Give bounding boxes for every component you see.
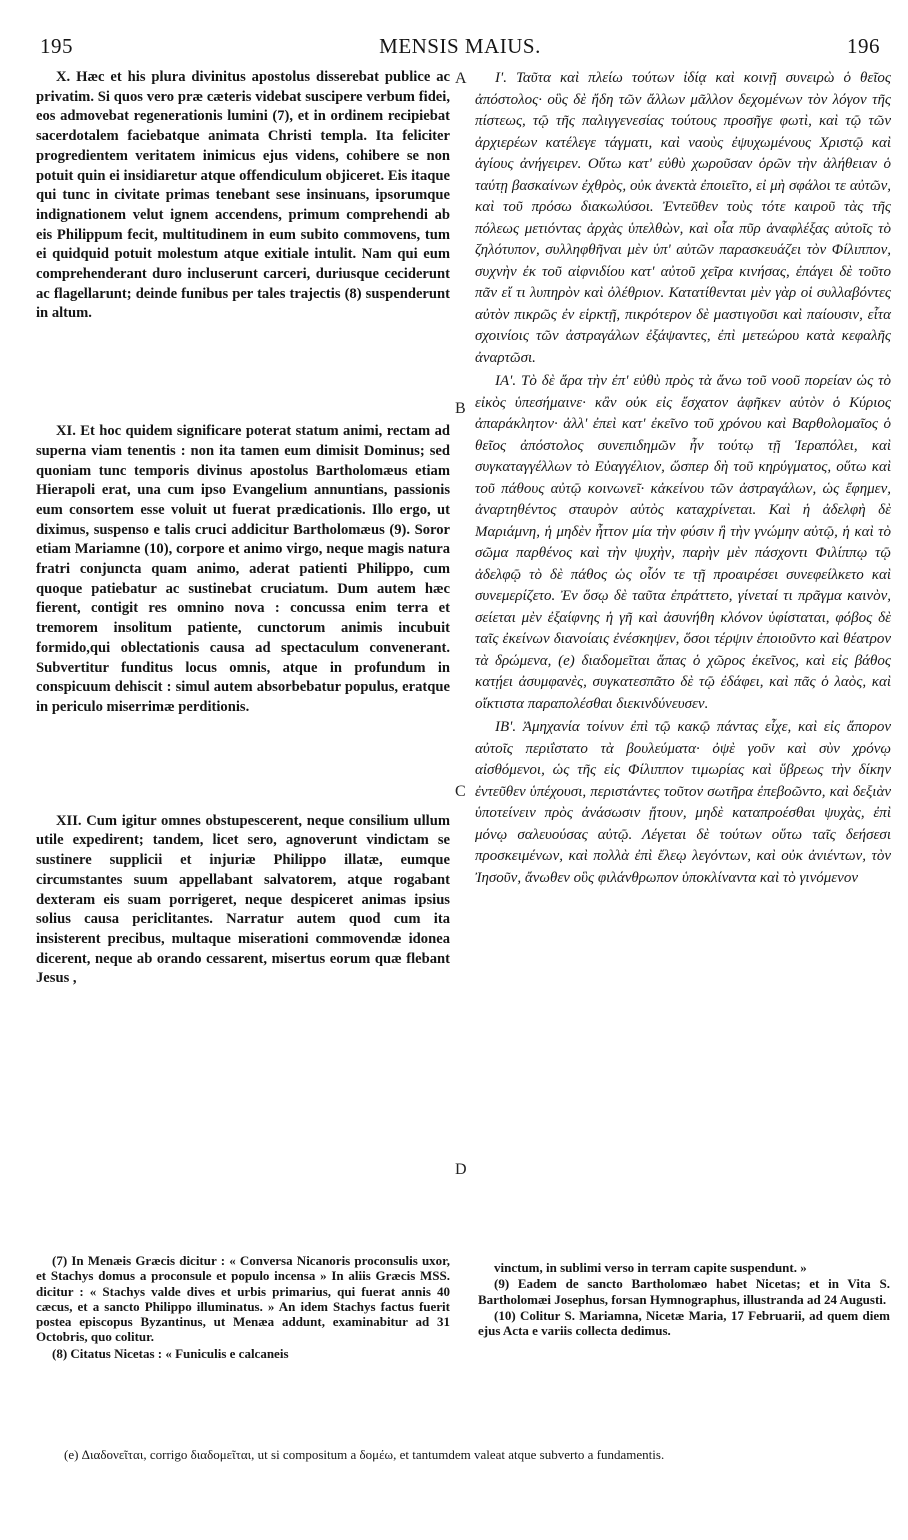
footnotes-left	[36, 1253, 450, 1362]
latin-paragraph-xii: XII. Cum igitur omnes obstupescerent, neque consilium ullum utile expedirent; tandem, licet sero, agnoverunt vindictam se sustinere supplicii et injuriæ Philippo illatæ, eumque circumstantes suum appellabant salvatorem, atque rogabant dexteram eis suam porrigeret, neque despiceret animas ipsius solius causa periclitantes. Narratur autem quod cum ita insisterent precibus, multaque miserationi commovendæ idonea dicerent, neque ab orando cessarent, misertus eorum quæ flebant Jesus ,	[36, 812, 450, 987]
margin-letter-b: B	[455, 400, 466, 417]
latin-column	[36, 68, 450, 989]
footnote-7: (7) In Menæis Græcis dicitur : « Conversa Nicanoris proconsulis uxor, et Stachys domus a proconsule et populo incensa » In aliis Græcis MSS. dicitur : « Stachys valde dives et urbis primarius, qui fuerat annis 40 cæcus, et a sancto Philippo illuminatus. » An idem Stachys factus fuerit postea episcopus Byzantinus, ut Menæa addunt, examinabitur ad 31 Octobris, quo colitur.	[36, 1253, 450, 1345]
latin-paragraph-x: X. Hæc et his plura divinitus apostolus disserebat publice ac privatim. Si quos vero præ cæteris videbat suscipere verbum fidei, eos admovebat regenerationis lumini (7), et in ordinem recipiebat sacerdotalem faciebatque animata Christi templa. Ita feliciter progredientem veritatem inimicus ejus videns, cohibere se non potuit quin ei insidiaretur atque offendiculum objiceret. Eis itaque qui tunc in civitate primas tenebant sese insinuans, ipsorumque indignationem velut ignem accendens, primum comprehendi ab eis Philippum fecit, multitudinem in eum subito commovens, tum ei quidquid potuit molestum atque exitiale intulit. Nam qui eum comprehenderant duro incluserunt carceri, duriusque ceciderunt ac flagellarunt; deinde funibus per tales trajectis (8) suspenderunt in altum.	[36, 69, 450, 322]
greek-paragraph-12: ΙΒ'. Ἀμηχανία τοίνυν ἐπὶ τῷ κακῷ πάντας εἶχε, καὶ εἰς ἄπορον αὐτοῖς περιΐστατο τὰ βουλεύματα· ὀψὲ γοῦν καὶ σὺν χρόνῳ αἰσθόμενοι, ὡς τῆς εἰς Φίλιππον τιμωρίας καὶ ὕβρεως τὴν δίκην ἐντεῦθεν ὑπέχουσι, περιστάντες τοῦτον σωτῆρα ἐπεβοῶντο, καὶ δεξιὰν ὑποτείνειν πρὸς ἀνάσωσιν ᾔτουν, μηδὲ καταπροέσθαι ψυχὰς, ἐπὶ μόνῳ σαλευούσας αὐτῷ. Λέγεται δὲ τούτων οὕτω ταῖς δεήσεσι προσκειμένων, καὶ πολλὰ ἐπὶ ἔλεῳ λεγόντων, καὶ οὐκ ἀνιέντων, τὸν Ἰησοῦν, ἄνωθεν οὓς φιλάνθρωπον ὑποκλίναντα καὶ τὸ γινόμενον	[475, 719, 891, 886]
greek-column	[475, 68, 891, 889]
greek-paragraph-10: Ι'. Ταῦτα καὶ πλείω τούτων ἰδίᾳ καὶ κοινῇ συνειρὼ ὁ θεῖος ἀπόστολος· οὓς δὲ ἤδη τῶν ἄλλων μᾶλλον δεχομένων τὸν λόγον τῆς πίστεως, τῷ τῆς παλιγγενεσίας τούτους προσῆγε φωτὶ, καὶ τῷ τῶν ἀρχιερέων κατέλεγε τάγματι, καὶ ναοὺς ἐψυχωμένους Χριστῷ καὶ ἁγίους ἀνήγειρεν. Οὕτω κατ' εὐθὺ χωροῦσαν ὁρῶν τὴν ἀλήθειαν ὁ ταύτῃ βασκαίνων ἐχθρὸς, οὐκ ἀνεκτὰ ἐποιεῖτο, εἰ μὴ σφάλοι τε αὐτῶν, καὶ τοῦ πρόσω διακωλύσοι. Ἐντεῦθεν τοὺς τότε καιροῦ τὰς τῆς πόλεως μετιόντας ἀρχὰς ὑπελθὼν, καὶ οἷα πῦρ ἀναφλέξας αὐτοῖς τὸ ζηλότυπον, συλληφθῆναι μὲν ὑπ' αὐτῶν παρασκευάζει τὸν Φίλιππον, συχνὴν ἐκ τοῦ αἰφνιδίου κατ' αὐτοῦ χεῖρα κινήσας, ἐπάγει δὲ τοῦτο πᾶν εἴ τι λυπηρὸν καὶ ὀλέθριον. Κατατίθενται μὲν γὰρ οἱ συλλαβόντες αὐτὸν πικρῶς ἐν εἱρκτῇ, πικρότερον δὲ μαστιγοῦσι καὶ παίουσιν, εἶτα σχοινίοις τῶν ἀστραγάλων ἐξάψαντες, ἐπὶ μετεώρου κατὰ κεφαλῆς ἀναρτῶσι.	[475, 70, 891, 366]
textual-note-e: (e) Διαδονεῖται, corrigo διαδομεῖται, ut si compositum a δομέω, et tantumdem valeat atque subverto a fundamentis.	[64, 1447, 665, 1462]
latin-paragraph-xi: XI. Et hoc quidem significare poterat statum animi, rectam ad superna viam tenentis : non ita tamen eum dimisit Dominus; sed quoniam tunc temporis divinus apostolus Bartholomæus etiam Hierapoli erat, una cum ipso Evangelium annuntians, passionis eum consortem esse voluit ut fuerat prædicationis. Illo ergo, ut diximus, suspenso e talis cruci addicitur Bartholomæus (9). Soror etiam Mariamne (10), corpore et animo virgo, neque magis natura fratri conjuncta quam animo, aderat patienti Philippo, cum quoque patiebatur ac sustinebat cruciatum. Dum autem hæc fierent, contigit res omnino nova : concussa enim terra et tremorem insolitum patiente, cunctorum animis incubuit formido,qui oblectationis causa ad spectaculum convenerant. Subvertitur funditus locus omnis, atque in profundum in conspicuum dehiscit : simul autem absorbebatur populus, eratque in periculo miserrimæ perditionis.	[36, 423, 450, 715]
page-number-right: 196	[847, 34, 880, 58]
running-title: MENSIS MAIUS.	[379, 34, 541, 58]
running-header	[40, 34, 880, 60]
footnote-8: (8) Citatus Nicetas : « Funiculis e calcaneis	[52, 1345, 289, 1361]
footnotes-right	[478, 1260, 890, 1339]
margin-letter-a: A	[455, 70, 467, 87]
margin-letter-c: C	[455, 783, 466, 800]
footnote-8-continued: vinctum, in sublimi verso in terram capite suspendunt. »	[494, 1260, 807, 1275]
margin-letter-d: D	[455, 1161, 467, 1178]
textual-note	[30, 1447, 886, 1463]
footnote-10: (10) Colitur S. Mariamna, Nicetæ Maria, 17 Februarii, ad quem diem ejus Acta e variis collecta dedimus.	[478, 1307, 890, 1339]
greek-paragraph-11: ΙΑ'. Τὸ δὲ ἄρα τὴν ἐπ' εὐθὺ πρὸς τὰ ἄνω τοῦ νοοῦ πορείαν ὡς τὸ εἰκὸς ὑπεσήμαινε· κἂν οὐκ εἰς ἔσχατον ἀφῆκεν αὐτὸν ὁ Κύριος ἀπαράκλητον· ἀλλ' ἐπεὶ κατ' ἐκεῖνο τοῦ χρόνου καὶ Βαρθολομαῖος ὁ θεῖος ἀπόστολος συνεπιδημῶν ἦν τούτῳ τῇ Ἱεραπόλει, καὶ συγκαταγγέλλων τὸ Εὐαγγέλιον, ὥσπερ δὴ τοῦ κηρύγματος, οὕτω καὶ τοῦ πάθους αὐτῷ κοινωνεῖ· κἀκείνου τῶν ἀστραγάλων, ὡς ἔφημεν, ἀναρτηθέντος σταυρὸν αὐτὸς καταχρίνεται. Καὶ ἡ ἀδελφὴ δὲ Μαριάμνη, ἡ μηδὲν ἧττον μία τὴν φύσιν ἢ τὴν γνώμην αὐτῷ, ἡ καὶ τὸ σῶμα παρθένος καὶ τὴν ψυχὴν, παρὴν μὲν πάσχοντι Φιλίππῳ τῷ ἀδελφῷ τὸ δὲ πάθος ὡς οἷόν τε τῇ προαιρέσει συνεφείλκετο καὶ συνεμερίζετο. Ἐν ὅσῳ δὲ ταῦτα ἐπράττετο, γίνεταί τι πρᾶγμα καινὸν, σείεται μὲν ἐξαίφνης ἡ γῆ καὶ ἀσυνήθη κλόνον ὑφίσταται, φόβος δὲ ταῖς ἐκείνων διανοίαις ἐνέσκηψεν, ὅσοι τέρψιν ἐποιοῦντο καὶ θέατρον τὰ δρώμενα, (e) διαδομεῖται ἅπας ὁ χῶρος ἐκεῖνος, καὶ εἰς βάθος κατῄει ἀσυμφανὲς, συγκατεσπᾶτο δὲ τῷ ἐδάφει, καὶ πᾶς ὁ λαὸς, καὶ οἴκτιστα παραπολέσθαι διεκινδύνευσεν.	[475, 373, 891, 712]
page-number-left: 195	[40, 34, 73, 58]
footnote-9: (9) Eadem de sancto Bartholomæo habet Nicetas; et in Vita S. Bartholomæi Josephus, forsan Hymnographus, illustranda ad 24 Augusti.	[478, 1276, 890, 1307]
